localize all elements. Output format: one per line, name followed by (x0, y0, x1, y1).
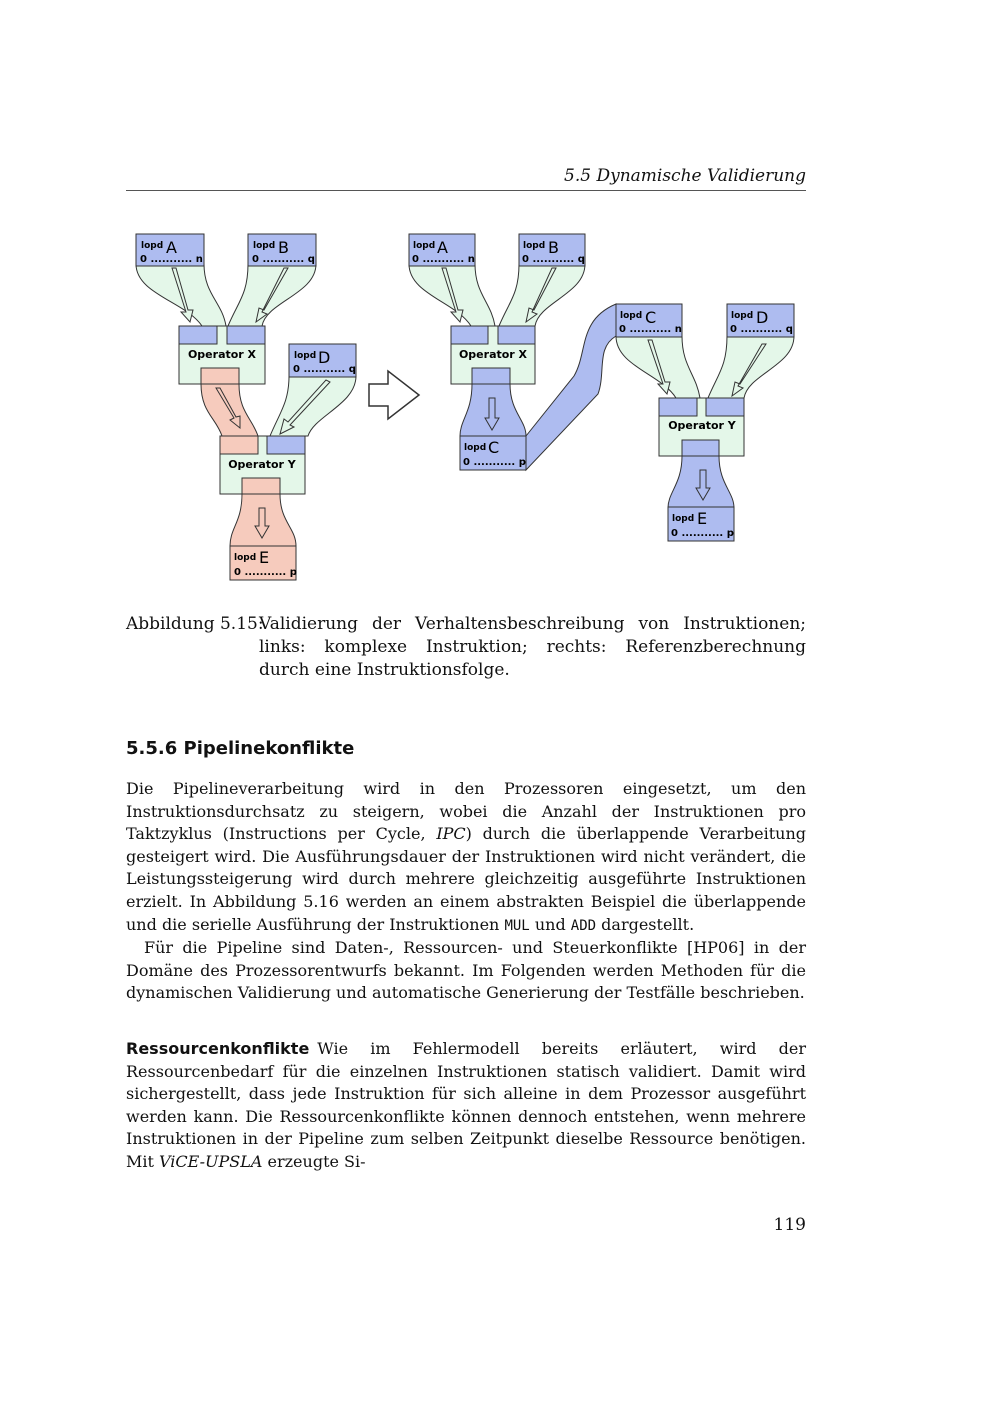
operand-d-right (727, 304, 794, 337)
mul-instruction: MUL (504, 917, 530, 934)
caption-label: Abbildung 5.15: (126, 614, 264, 634)
svg-text:Operator Y: Operator Y (228, 458, 296, 471)
svg-text:Operator X: Operator X (458, 348, 528, 361)
svg-text:A: A (166, 238, 177, 257)
svg-text:lopd: lopd (464, 443, 487, 453)
svg-text:0 ........... q: 0 ........... q (252, 254, 315, 265)
svg-text:0 ........... p: 0 ........... p (463, 457, 526, 468)
svg-text:lopd: lopd (141, 241, 164, 251)
operator-x-left (179, 326, 265, 384)
operand-c-right (616, 304, 682, 337)
transform-arrow-icon (369, 371, 419, 419)
svg-text:0 ........... q: 0 ........... q (522, 254, 585, 265)
svg-text:0 ........... p: 0 ........... p (234, 567, 297, 578)
operand-e-left (230, 546, 297, 580)
svg-text:lopd: lopd (523, 241, 546, 251)
svg-text:0 ........... q: 0 ........... q (293, 364, 356, 375)
svg-text:0 ........... p: 0 ........... p (671, 528, 734, 539)
operand-e-right (668, 507, 734, 541)
svg-text:B: B (548, 238, 559, 257)
svg-text:E: E (259, 548, 270, 567)
svg-text:lopd: lopd (234, 553, 257, 563)
figure-caption (126, 613, 806, 682)
running-header (126, 164, 806, 191)
runin-heading: Ressourcenkonflikte (126, 1038, 310, 1058)
svg-text:lopd: lopd (672, 514, 695, 524)
figure-diagram (126, 222, 806, 588)
svg-text:D: D (318, 348, 331, 367)
figure-5-15 (126, 222, 806, 588)
svg-text:B: B (278, 238, 289, 257)
connection-band (526, 304, 616, 470)
page-number: 119 (773, 1215, 806, 1235)
operator-y-right (659, 398, 744, 456)
svg-text:Operator Y: Operator Y (668, 419, 736, 432)
paragraph-2: Für die Pipeline sind Daten-, Ressourcen- und Steuerkonflikte [HP06] in der Domäne des Prozessorentwurfs bekannt. Im Folgenden werden Methoden für die dynamischen Validierung und automatische Generierung der Testfälle beschrieben. (126, 938, 806, 1003)
ipc-term: IPC (436, 824, 466, 844)
section-heading: 5.5.6 Pipelinekonflikte (126, 738, 355, 759)
svg-text:C: C (645, 308, 657, 327)
operator-x-right (451, 326, 535, 384)
operand-b-left (248, 234, 316, 266)
svg-text:E: E (697, 509, 708, 528)
svg-text:A: A (437, 238, 448, 257)
paragraph-1: Die Pipelineverarbeitung wird in den Prozessoren eingesetzt, um den Instruktionsdurchsatz zu steigern, wobei die Anzahl der Instruktionen pro Taktzyklus (Instructions per Cycle, IPC) durch die überlappende Verarbeitung gesteigert wird. Die Ausführungsdauer der Instruktionen wird nicht verändert, die Leistungssteigerung wird durch mehrere gleichzeitig ausgeführte Instruktionen erzielt. In Abbildung 5.16 werden an einem abstrakten Beispiel die überlappende und die serielle Ausführung der Instruktionen MUL und ADD dargestellt. (126, 779, 806, 934)
operand-c-result (460, 436, 526, 470)
svg-text:0 ........... n: 0 ........... n (619, 324, 682, 335)
body-text (126, 778, 806, 1174)
operand-b-right (519, 234, 585, 266)
caption-text: Validierung der Verhaltensbeschreibung von Instruktionen; links: komplexe Instruktion; rechts: Referenzberechnung durch eine Instruktionsfolge. (259, 614, 806, 680)
operand-a-right (409, 234, 475, 266)
svg-text:lopd: lopd (294, 351, 317, 361)
svg-text:0 ........... q: 0 ........... q (730, 324, 793, 335)
operand-a-left (136, 234, 204, 266)
svg-text:D: D (756, 308, 769, 327)
vice-upsla-term: ViCE-UPSLA (159, 1151, 263, 1171)
svg-text:C: C (488, 438, 500, 457)
operator-y-left (220, 436, 305, 494)
svg-text:lopd: lopd (253, 241, 276, 251)
add-instruction: ADD (570, 917, 597, 934)
svg-text:Operator X: Operator X (187, 348, 257, 361)
svg-text:lopd: lopd (413, 241, 436, 251)
svg-text:0 ........... n: 0 ........... n (412, 254, 475, 265)
svg-text:lopd: lopd (731, 311, 754, 321)
svg-text:0 ........... n: 0 ........... n (140, 254, 203, 265)
paragraph-ressourcenkonflikte: Ressourcenkonflikte Wie im Fehlermodell bereits erläutert, wird der Ressourcenbedarf für die einzelnen Instruktionen statisch validiert. Damit wird sichergestellt, dass jede Instruktion für sich alleine in dem Prozessor ausgeführt werden kann. Die Ressourcenkonflikte können dennoch entstehen, wenn mehrere Instruktionen in der Pipeline zum selben Zeitpunkt dieselbe Ressource benötigen. Mit ViCE-UPSLA erzeugte Si- (126, 1038, 806, 1171)
section-title: 5.5 Dynamische Validierung (564, 166, 806, 186)
svg-text:lopd: lopd (620, 311, 643, 321)
operand-d-left (289, 344, 356, 377)
